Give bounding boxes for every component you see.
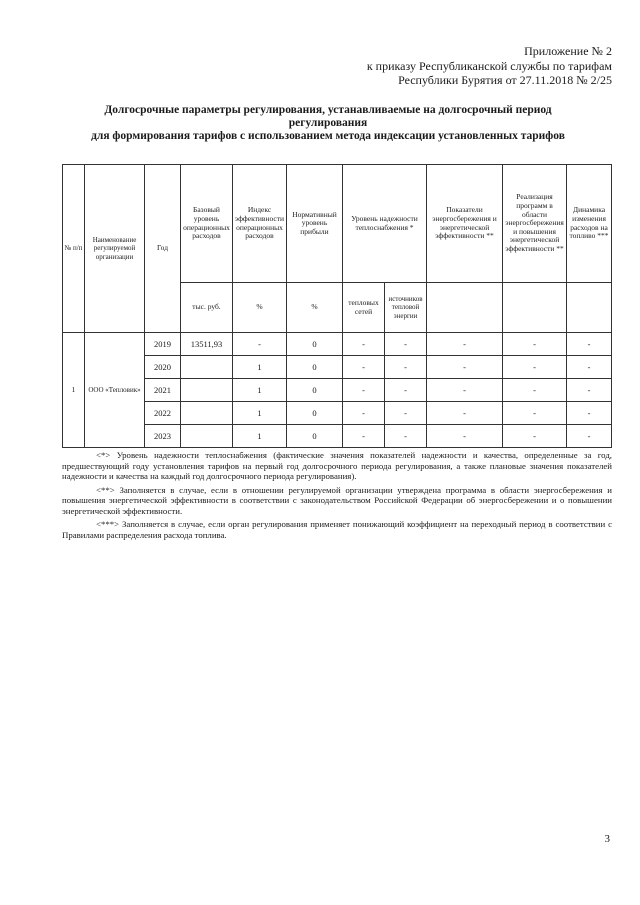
footnotes [62,450,612,543]
row-base [181,425,233,448]
row-index: 1 [233,379,287,402]
row-base [181,379,233,402]
header-index: Индекс эффективности операционных расходов [233,165,287,283]
row-dynamics: - [567,333,612,356]
table-row [63,333,612,356]
footnote-reliability: <*> Уровень надежности теплоснабжения (фактические значения показателей надежности и качества, определенные за год, предшествующий году установления тарифов на первый год долгосрочного периода регулирования, а также плановые значения показателей надежности и качества на каждый год долгосрочного периода регулирования). [62,450,612,481]
row-networks: - [343,379,385,402]
row-sources: - [385,425,427,448]
row-dynamics: - [567,379,612,402]
unit-sources: источников тепловой энергии [385,283,427,333]
unit-programs-empty [503,283,567,333]
header-org: Наименование регулируемой организации [85,165,145,333]
row-base [181,402,233,425]
row-base [181,356,233,379]
unit-networks: тепловых сетей [343,283,385,333]
row-profit: 0 [287,402,343,425]
org-name: ООО «Тепловик» [85,333,145,448]
unit-base: тыс. руб. [181,283,233,333]
row-sources: - [385,402,427,425]
row-profit: 0 [287,425,343,448]
header-programs: Реализация программ в области энергосбережения и повышения энергетической эффективности ** [503,165,567,283]
appendix-line-1: Приложение № 2 [524,44,612,58]
org-num: 1 [63,333,85,448]
row-networks: - [343,425,385,448]
header-reliability: Уровень надежности теплоснабжения * [343,165,427,283]
row-programs: - [503,333,567,356]
row-index: 1 [233,356,287,379]
row-index: - [233,333,287,356]
row-year: 2022 [145,402,181,425]
header-year: Год [145,165,181,333]
row-sources: - [385,356,427,379]
row-profit: 0 [287,333,343,356]
appendix-line-2: к приказу Республиканской службы по тарифам [366,58,612,73]
row-programs: - [503,356,567,379]
unit-dynamics-empty [567,283,612,333]
header-energy: Показатели энергосбережения и энергетической эффективности ** [427,165,503,283]
header-row [63,165,612,283]
title-line-3: для формирования тарифов с использованием метода индексации установленных тарифов [91,130,565,142]
row-dynamics: - [567,402,612,425]
header-num: № п/п [63,165,85,333]
row-dynamics: - [567,356,612,379]
table-row [63,402,612,425]
page-number: 3 [604,833,610,845]
row-programs: - [503,379,567,402]
row-energy: - [427,333,503,356]
footnote-energy-program: <**> Заполняется в случае, если в отношении регулируемой организации утверждена программа в области энергосбережения и повышения энергетической эффективности в соответствии с законодательством Российской Федерации об энергосбережении и о повышении энергетической эффективности. [62,484,612,516]
table-row [63,425,612,448]
title-line-1: Долгосрочные параметры регулирования, устанавливаемые на долгосрочный период [104,104,552,116]
row-year: 2020 [145,356,181,379]
row-year: 2023 [145,425,181,448]
appendix-line-3: Республики Бурятия от 27.11.2018 № 2/25 [398,73,612,87]
header-profit: Нормативный уровень прибыли [287,165,343,283]
row-index: 1 [233,425,287,448]
row-energy: - [427,356,503,379]
row-energy: - [427,402,503,425]
row-base: 13511,93 [181,333,233,356]
table-row [63,356,612,379]
row-sources: - [385,379,427,402]
row-year: 2019 [145,333,181,356]
parameters-table [62,164,612,448]
unit-profit: % [287,283,343,333]
header-base: Базовый уровень операционных расходов [181,165,233,283]
document-title [44,104,612,143]
footnote-fuel: <***> Заполняется в случае, если орган регулирования применяет понижающий коэффициент на переходный период в соответствии с Правилами распределения расхода топлива. [62,519,612,540]
row-networks: - [343,333,385,356]
row-programs: - [503,402,567,425]
row-dynamics: - [567,425,612,448]
row-index: 1 [233,402,287,425]
row-sources: - [385,333,427,356]
table-row [63,379,612,402]
unit-energy-empty [427,283,503,333]
unit-index: % [233,283,287,333]
appendix-header [367,44,612,88]
header-dynamics: Динамика изменения расходов на топливо *** [567,165,612,283]
row-year: 2021 [145,379,181,402]
row-programs: - [503,425,567,448]
row-energy: - [427,379,503,402]
row-profit: 0 [287,356,343,379]
row-profit: 0 [287,379,343,402]
row-energy: - [427,425,503,448]
row-networks: - [343,356,385,379]
row-networks: - [343,402,385,425]
title-line-2: регулирования [288,117,368,129]
